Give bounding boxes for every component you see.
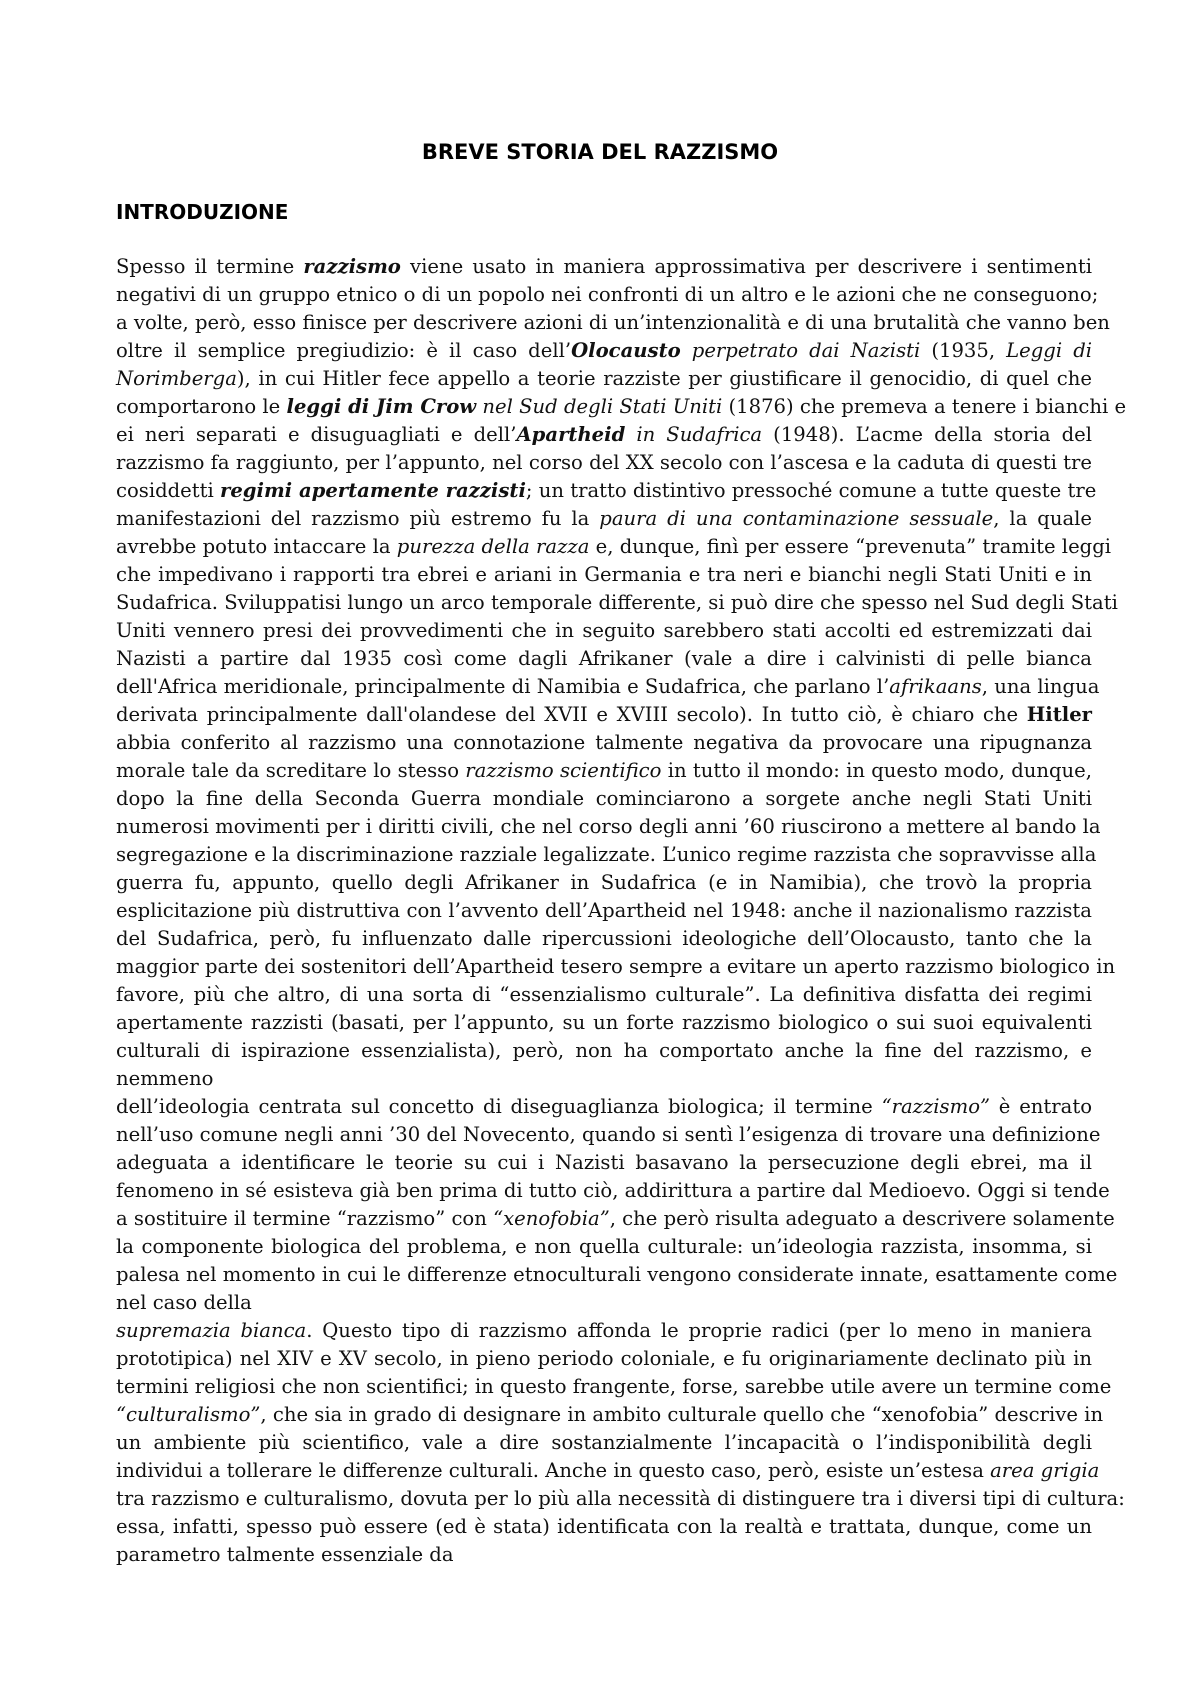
text-run: (1935, [920,339,1007,362]
text-run: individui a tollerare le differenze culturali. Anche in questo caso, però, esiste un’estesa [116,1459,991,1482]
text-run: essa, infatti, spesso può essere (ed è stata) identificata con la realtà e trattata, dunque, come un [116,1515,1092,1538]
paragraph-line [116,869,1092,897]
text-run: comportarono le [116,395,287,418]
paragraph-line [116,1289,1092,1317]
text-run: dell’ideologia centrata sul concetto di diseguaglianza biologica; il termine [116,1095,882,1118]
paragraph-line [116,337,1092,365]
emphasized-text: Norimberga [116,367,237,390]
paragraph-line [116,1261,1118,1289]
text-run: prototipica) nel XIV e XV secolo, in pieno periodo coloniale, e fu originariamente declinato più in [116,1347,1092,1370]
text-run: maggior parte dei sostenitori dell’Apartheid tesero sempre a evitare un aperto razzismo biologico in [116,955,1116,978]
paragraph-line [116,449,1092,477]
body-text [116,253,1127,1569]
text-run: manifestazioni del razzismo più estremo fu la [116,507,600,530]
paragraph-line [116,421,1092,449]
section-heading: INTRODUZIONE [116,200,289,224]
emphasized-text: Olocausto [571,339,681,362]
paragraph-line [116,897,1092,925]
text-run: a volte, però, esso finisce per descrivere azioni di un’intenzionalità e di una brutalità che vanno ben [116,311,1110,334]
text-run: Sudafrica. Sviluppatisi lungo un arco temporale differente, si può dire che spesso nel Sud degli Stati [116,591,1118,614]
paragraph-line [116,477,1097,505]
text-run: numerosi movimenti per i diritti civili, che nel corso degli anni ’60 riuscirono a mettere al bando la [116,815,1101,838]
emphasized-text: perpetrato dai Nazisti [680,339,921,362]
text-run: tra razzismo e culturalismo, dovuta per lo più alla necessità di distinguere tra i diversi tipi di cultura: [116,1487,1125,1510]
emphasized-text: in Sudafrica [625,423,763,446]
emphasized-text: razzismo [303,255,401,278]
text-run: , la quale [993,507,1093,530]
paragraph-line [116,785,1092,813]
paragraph-line [116,1429,1092,1457]
paragraph-line [116,645,1092,673]
paragraph-line [116,1149,1092,1177]
emphasized-text: Leggi di [1006,339,1092,362]
text-run: del Sudafrica, però, fu influenzato dalle ripercussioni ideologiche dell’Olocausto, tanto che la [116,927,1092,950]
paragraph-line [116,1373,1112,1401]
emphasized-text: “xenofobia” [493,1207,610,1230]
paragraph-line [116,253,1092,281]
paragraph-line [116,393,1127,421]
text-run: parametro talmente essenziale da [116,1543,454,1566]
paragraph-line [116,981,1092,1009]
text-run: ; un tratto distintivo pressoché comune a tutte queste tre [525,479,1097,502]
paragraph-line [116,673,1100,701]
paragraph-line [116,505,1092,533]
paragraph-line [116,281,1099,309]
paragraph-line [116,1177,1110,1205]
text-run: oltre il semplice pregiudizio: è il caso dell’ [116,339,572,362]
text-run: un ambiente più scientifico, vale a dire sostanzialmente l’incapacità o l’indisponibilità degli [116,1431,1092,1454]
text-run: avrebbe potuto intaccare la [116,535,397,558]
document-title: BREVE STORIA DEL RAZZISMO [421,140,779,164]
paragraph-line [116,1121,1101,1149]
paragraph-line [116,309,1110,337]
paragraph-line [116,757,1092,785]
emphasized-text: “razzismo” [881,1095,991,1118]
emphasized-text: leggi di Jim Crow [286,395,477,418]
paragraph-line [116,1037,1092,1065]
text-run: Spesso il termine [116,255,304,278]
text-run: , che però risulta adeguato a descrivere solamente [609,1207,1115,1230]
text-run: Uniti vennero presi dei provvedimenti che in seguito sarebbero stati accolti ed estremizzati dai [116,619,1092,642]
paragraph-line [116,1541,1092,1569]
paragraph-line [116,365,1092,393]
paragraph-line [116,813,1101,841]
text-run: guerra fu, appunto, quello degli Afrikaner in Sudafrica (e in Namibia), che trovò la propria [116,871,1092,894]
paragraph-line [116,617,1092,645]
text-run: razzismo fa raggiunto, per l’appunto, nel corso del XX secolo con l’ascesa e la caduta di questi tre [116,451,1092,474]
paragraph-line [116,1513,1092,1541]
paragraph-line [116,1009,1092,1037]
text-run: segregazione e la discriminazione razziale legalizzate. L’unico regime razzista che sopravvisse alla [116,843,1097,866]
text-run: (1948). L’acme della storia del [762,423,1092,446]
paragraph-line [116,533,1112,561]
text-run: derivata principalmente dall'olandese del XVII e XVIII secolo). In tutto ciò, è chiaro che [116,703,1027,726]
text-run: a sostituire il termine “razzismo” con [116,1207,494,1230]
paragraph-line [116,841,1097,869]
text-run: abbia conferito al razzismo una connotazione talmente negativa da provocare una ripugnanza [116,731,1092,754]
emphasized-text: razzismo scientifico [465,759,662,782]
text-run: e, dunque, finì per essere “prevenuta” tramite leggi [589,535,1112,558]
emphasized-text: regimi apertamente razzisti [220,479,526,502]
emphasized-text: paura di una contaminazione sessuale [599,507,994,530]
text-run: fenomeno in sé esisteva già ben prima di tutto ciò, addirittura a partire dal Medioevo. Oggi si tende [116,1179,1110,1202]
text-run: ), in cui Hitler fece appello a teorie razziste per giustificare il genocidio, di quel che [236,367,1092,390]
text-run: favore, più che altro, di una sorta di “essenzialismo culturale”. La definitiva disfatta dei regimi [116,983,1092,1006]
emphasized-text: area grigia [990,1459,1100,1482]
emphasized-text: Hitler [1026,703,1092,726]
text-run: morale tale da screditare lo stesso [116,759,466,782]
paragraph-line [116,1093,1092,1121]
text-run: negativi di un gruppo etnico o di un popolo nei confronti di un altro e le azioni che ne conseguono; [116,283,1099,306]
text-run: adeguata a identificare le teorie su cui i Nazisti basavano la persecuzione degli ebrei, ma il [116,1151,1092,1174]
text-run: cosiddetti [116,479,221,502]
text-run: , una lingua [981,675,1100,698]
text-run: termini religiosi che non scientifici; in questo frangente, forse, sarebbe utile avere un termine come [116,1375,1112,1398]
text-run: , che sia in grado di designare in ambito culturale quello che “xenofobia” descrive in [260,1403,1104,1426]
emphasized-text: nel Sud degli Stati Uniti [476,395,723,418]
paragraph-line [116,953,1116,981]
emphasized-text: Apartheid [516,423,626,446]
paragraph-line [116,729,1092,757]
paragraph-line [116,1233,1092,1261]
text-run: nell’uso comune negli anni ’30 del Novecento, quando si sentì l’esigenza di trovare una definizione [116,1123,1101,1146]
emphasized-text: purezza della razza [396,535,590,558]
text-run: nemmeno [116,1067,214,1090]
paragraph-line [116,1205,1115,1233]
text-run: che impedivano i rapporti tra ebrei e ariani in Germania e tra neri e bianchi negli Stati Uniti e in [116,563,1092,586]
emphasized-text: “culturalismo” [116,1403,261,1426]
text-run: viene usato in maniera approssimativa per descrivere i sentimenti [400,255,1092,278]
text-run: dopo la fine della Seconda Guerra mondiale cominciarono a sorgete anche negli Stati Uniti [116,787,1092,810]
paragraph-line [116,925,1092,953]
paragraph-line [116,561,1092,589]
text-run: apertamente razzisti (basati, per l’appunto, su un forte razzismo biologico o sui suoi equivalenti [116,1011,1092,1034]
text-run: la componente biologica del problema, e non quella culturale: un’ideologia razzista, insomma, si [116,1235,1092,1258]
paragraph-line [116,701,1092,729]
paragraph-line [116,1485,1125,1513]
text-run: dell'Africa meridionale, principalmente di Namibia e Sudafrica, che parlano l’ [116,675,890,698]
paragraph-line [116,1457,1100,1485]
paragraph-line [116,1065,1092,1093]
text-run: esplicitazione più distruttiva con l’avvento dell’Apartheid nel 1948: anche il nazionalismo razzista [116,899,1092,922]
paragraph-line [116,1345,1092,1373]
text-run: (1876) che premeva a tenere i bianchi e [722,395,1127,418]
text-run: . Questo tipo di razzismo affonda le proprie radici (per lo meno in maniera [306,1319,1092,1342]
text-run: culturali di ispirazione essenzialista), però, non ha comportato anche la fine del razzismo, e [116,1039,1092,1062]
text-run: palesa nel momento in cui le differenze etnoculturali vengono considerate innate, esattamente come [116,1263,1118,1286]
text-run: è entrato [990,1095,1093,1118]
paragraph-line [116,1317,1092,1345]
emphasized-text: afrikaans [889,675,982,698]
text-run: ei neri separati e disuguagliati e dell’ [116,423,517,446]
emphasized-text: supremazia bianca [116,1319,307,1342]
text-run: Nazisti a partire dal 1935 così come dagli Afrikaner (vale a dire i calvinisti di pelle bianca [116,647,1092,670]
paragraph-line [116,589,1118,617]
paragraph-line [116,1401,1104,1429]
text-run: nel caso della [116,1291,252,1314]
text-run: in tutto il mondo: in questo modo, dunque, [661,759,1092,782]
